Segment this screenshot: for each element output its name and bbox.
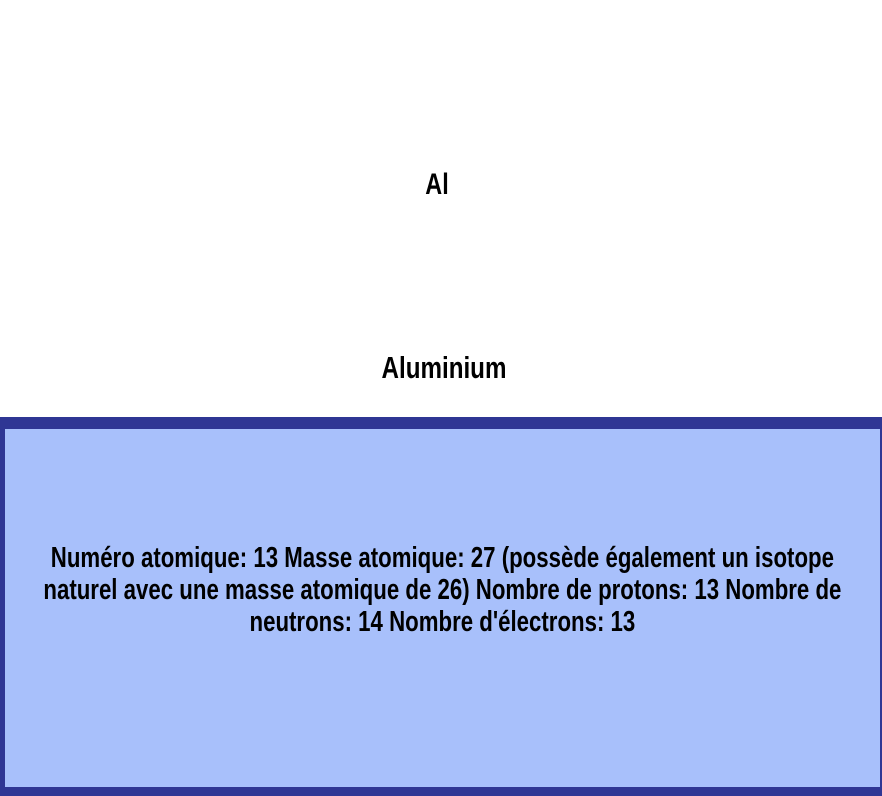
element-symbol: Al bbox=[425, 168, 449, 201]
info-text: Numéro atomique: 13 Masse atomique: 27 (possède également un isotope naturel avec une masse atomique de 26) Nombre de protons: 13 Nombre de neutrons: 14 Nombre d'électrons: 13 bbox=[43, 542, 842, 638]
element-name: Aluminium bbox=[381, 350, 507, 385]
info-panel bbox=[0, 417, 882, 796]
